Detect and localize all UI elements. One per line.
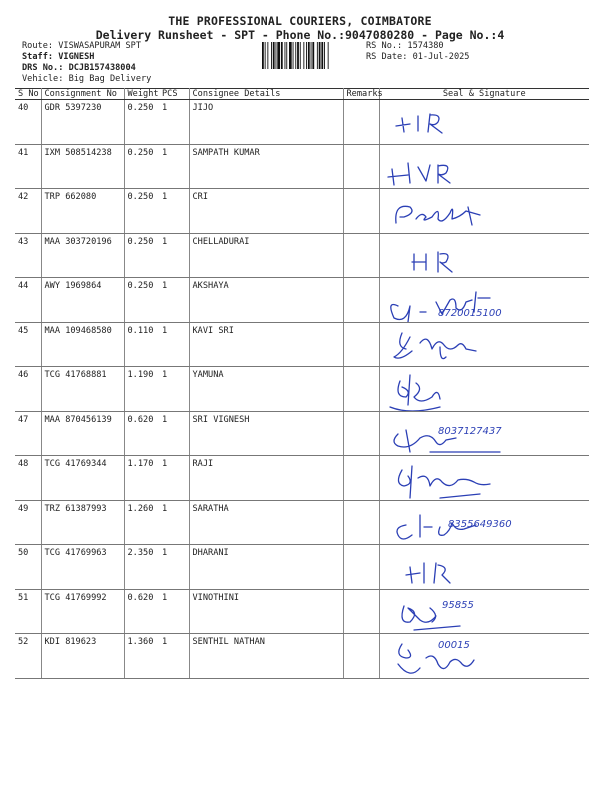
row-seal-signature	[379, 100, 589, 145]
row-remarks	[343, 500, 379, 545]
handwritten-signature	[380, 145, 584, 189]
row-weight: 0.620	[124, 411, 159, 456]
row-consignment-no: TCG 41769992	[41, 589, 124, 634]
table-row	[15, 144, 589, 189]
row-weight: 0.250	[124, 100, 159, 145]
row-consignee: SAMPATH KUMAR	[189, 144, 343, 189]
row-weight: 0.250	[124, 278, 159, 323]
handwritten-signature	[380, 278, 584, 322]
vehicle-label: Vehicle: Big Bag Delivery	[22, 74, 152, 84]
handwritten-number: 8720015100	[437, 308, 502, 319]
delivery-table	[15, 88, 589, 679]
row-consignment-no: TCG 41769344	[41, 456, 124, 501]
row-sno: 46	[15, 367, 41, 412]
row-seal-signature	[379, 367, 589, 412]
row-seal-signature	[379, 189, 589, 234]
handwritten-signature	[380, 100, 584, 144]
row-consignment-no: GDR 5397230	[41, 100, 124, 145]
runsheet-meta-left	[22, 41, 151, 85]
drs-number: DRS No.: DCJB157438004	[22, 63, 136, 73]
row-consignee: CRI	[189, 189, 343, 234]
row-remarks	[343, 411, 379, 456]
row-consignee: SARATHA	[189, 500, 343, 545]
row-pcs: 1	[159, 233, 189, 278]
handwritten-signature	[380, 412, 584, 456]
row-sno: 43	[15, 233, 41, 278]
row-sno: 40	[15, 100, 41, 145]
row-pcs: 1	[159, 144, 189, 189]
row-consignment-no: AWY 1969864	[41, 278, 124, 323]
row-seal-signature	[379, 278, 589, 323]
row-consignment-no: TCG 41768881	[41, 367, 124, 412]
row-sno: 44	[15, 278, 41, 323]
row-sno: 47	[15, 411, 41, 456]
col-remarks: Remarks	[343, 89, 379, 100]
col-consignee: Consignee Details	[189, 89, 343, 100]
table-row	[15, 278, 589, 323]
row-seal-signature	[379, 589, 589, 634]
rs-number: RS No.: 1574380	[366, 41, 444, 51]
row-weight: 0.250	[124, 233, 159, 278]
row-consignee: YAMUNA	[189, 367, 343, 412]
row-consignment-no: MAA 303720196	[41, 233, 124, 278]
handwritten-signature	[380, 634, 584, 678]
row-consignee: RAJI	[189, 456, 343, 501]
col-sno: S No	[15, 89, 41, 100]
row-remarks	[343, 456, 379, 501]
handwritten-signature	[380, 367, 584, 411]
row-consignee: VINOTHINI	[189, 589, 343, 634]
route-label: Route: VISWASAPURAM SPT	[22, 41, 141, 51]
row-remarks	[343, 367, 379, 412]
row-seal-signature	[379, 144, 589, 189]
row-sno: 42	[15, 189, 41, 234]
table-row	[15, 545, 589, 590]
col-consignment: Consignment No	[41, 89, 124, 100]
row-seal-signature	[379, 500, 589, 545]
row-weight: 1.190	[124, 367, 159, 412]
row-sno: 52	[15, 634, 41, 679]
row-pcs: 1	[159, 100, 189, 145]
row-consignee: SENTHIL NATHAN	[189, 634, 343, 679]
row-seal-signature	[379, 545, 589, 590]
row-sno: 45	[15, 322, 41, 367]
row-weight: 1.360	[124, 634, 159, 679]
table-row	[15, 233, 589, 278]
row-pcs: 1	[159, 545, 189, 590]
row-sno: 41	[15, 144, 41, 189]
row-remarks	[343, 322, 379, 367]
handwritten-number: 95855	[441, 599, 474, 611]
table-row	[15, 411, 589, 456]
row-weight: 2.350	[124, 545, 159, 590]
row-consignment-no: KDI 819623	[41, 634, 124, 679]
handwritten-signature	[380, 545, 584, 589]
row-seal-signature	[379, 322, 589, 367]
handwritten-number: 8355649360	[447, 518, 512, 530]
row-seal-signature	[379, 456, 589, 501]
table-row	[15, 500, 589, 545]
row-consignee: SRI VIGNESH	[189, 411, 343, 456]
col-pcs: PCS	[159, 89, 189, 100]
row-seal-signature	[379, 634, 589, 679]
row-consignment-no: MAA 870456139	[41, 411, 124, 456]
row-pcs: 1	[159, 367, 189, 412]
row-sno: 51	[15, 589, 41, 634]
row-remarks	[343, 100, 379, 145]
row-pcs: 1	[159, 634, 189, 679]
row-remarks	[343, 189, 379, 234]
row-consignee: JIJO	[189, 100, 343, 145]
row-seal-signature	[379, 233, 589, 278]
row-pcs: 1	[159, 589, 189, 634]
handwritten-number: 00015	[437, 640, 470, 651]
row-consignment-no: TRP 662080	[41, 189, 124, 234]
handwritten-signature	[380, 590, 584, 634]
row-sno: 50	[15, 545, 41, 590]
row-pcs: 1	[159, 189, 189, 234]
row-weight: 1.170	[124, 456, 159, 501]
staff-label: Staff: VIGNESH	[22, 52, 95, 62]
row-consignee: AKSHAYA	[189, 278, 343, 323]
row-consignee: DHARANI	[189, 545, 343, 590]
table-row	[15, 189, 589, 234]
row-consignment-no: TCG 41769963	[41, 545, 124, 590]
row-consignment-no: TRZ 61387993	[41, 500, 124, 545]
row-consignee: KAVI SRI	[189, 322, 343, 367]
row-remarks	[343, 278, 379, 323]
handwritten-signature	[380, 189, 584, 233]
row-pcs: 1	[159, 278, 189, 323]
handwritten-signature	[380, 234, 584, 278]
runsheet-title: Delivery Runsheet - SPT - Phone No.:9047080280 - Page No.:4	[95, 28, 505, 42]
barcode	[262, 42, 352, 69]
table-row	[15, 367, 589, 412]
handwritten-number: 8037127437	[437, 425, 502, 437]
row-weight: 0.250	[124, 189, 159, 234]
table-row	[15, 456, 589, 501]
row-consignee: CHELLADURAI	[189, 233, 343, 278]
runsheet-meta-right	[366, 41, 469, 63]
handwritten-signature	[380, 456, 584, 500]
row-remarks	[343, 589, 379, 634]
row-sno: 49	[15, 500, 41, 545]
col-seal-signature: Seal & Signature	[379, 89, 589, 100]
handwritten-signature	[380, 501, 584, 545]
row-remarks	[343, 634, 379, 679]
row-pcs: 1	[159, 411, 189, 456]
rs-date: RS Date: 01-Jul-2025	[366, 52, 470, 62]
row-seal-signature	[379, 411, 589, 456]
row-pcs: 1	[159, 500, 189, 545]
table-row	[15, 589, 589, 634]
row-sno: 48	[15, 456, 41, 501]
row-weight: 1.260	[124, 500, 159, 545]
row-weight: 0.110	[124, 322, 159, 367]
row-pcs: 1	[159, 456, 189, 501]
row-remarks	[343, 233, 379, 278]
table-header-row	[15, 89, 589, 100]
handwritten-signature	[380, 323, 584, 367]
row-weight: 0.620	[124, 589, 159, 634]
row-weight: 0.250	[124, 144, 159, 189]
table-row	[15, 100, 589, 145]
col-weight: Weight	[124, 89, 159, 100]
table-row	[15, 634, 589, 679]
row-remarks	[343, 144, 379, 189]
company-title: THE PROFESSIONAL COURIERS, COIMBATORE	[168, 14, 432, 28]
row-consignment-no: MAA 109468580	[41, 322, 124, 367]
row-remarks	[343, 545, 379, 590]
table-row	[15, 322, 589, 367]
row-pcs: 1	[159, 322, 189, 367]
row-consignment-no: IXM 508514238	[41, 144, 124, 189]
